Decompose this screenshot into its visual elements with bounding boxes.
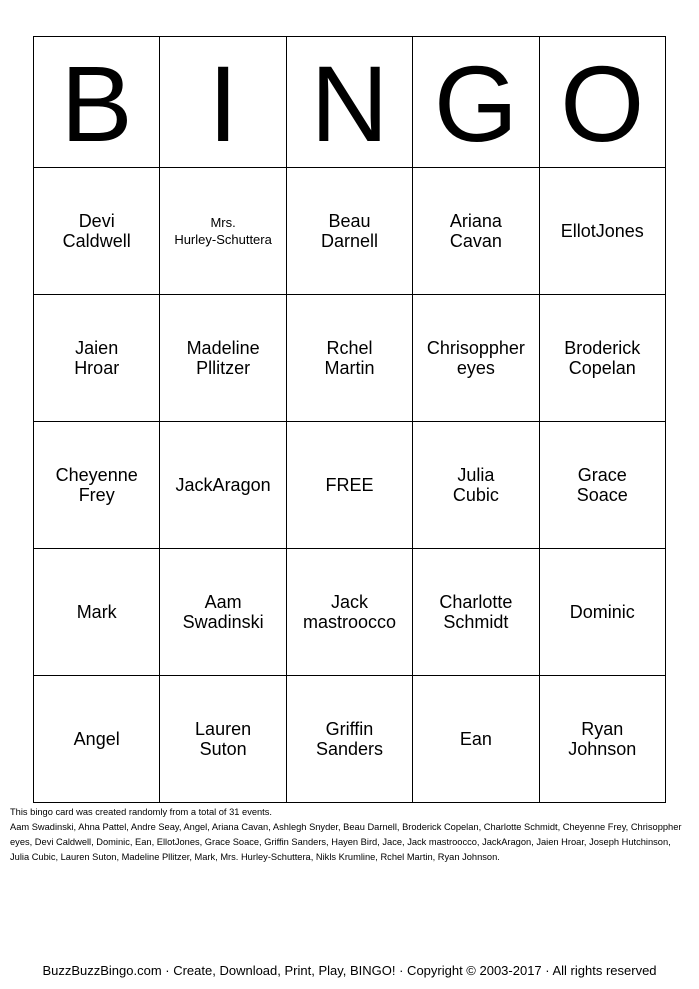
card-event-list: Aam Swadinski, Ahna Pattel, Andre Seay, Angel, Ariana Cavan, Ashlegh Snyder, Beau Darnell, Broderick Copelan, Charlotte Schmidt, Cheyenne Frey, Chrisoppher eyes, Devi Caldwell, Dominic, Ean, EllotJones, Grace Soace, Griffin Sanders, Hayen Bird, Jace, Jack mastroocco, JackAragon, Jaien Hroar, Joseph Hutchinson, Julia Cubic, Lauren Suton, Madeline Pllitzer, Mark, Mrs. Hurley-Schuttera, Nikls Krumline, Rchel Martin, Ryan Johnson. — [10, 822, 682, 862]
bingo-cell: Jaien Hroar — [34, 295, 160, 422]
bingo-cell: Lauren Suton — [160, 676, 286, 803]
bingo-card — [33, 36, 666, 803]
bingo-header-letter: O — [539, 37, 665, 168]
bingo-header-letter: G — [413, 37, 539, 168]
bingo-cell: Chrisoppher eyes — [413, 295, 539, 422]
bingo-cell: EllotJones — [539, 168, 665, 295]
bingo-cell: Mark — [34, 549, 160, 676]
bingo-cell: Charlotte Schmidt — [413, 549, 539, 676]
bingo-row — [34, 422, 666, 549]
site-footer: BuzzBuzzBingo.com · Create, Download, Print, Play, BINGO! · Copyright © 2003-2017 · All rights reserved — [42, 963, 657, 978]
bingo-cell: Angel — [34, 676, 160, 803]
bingo-cell: Broderick Copelan — [539, 295, 665, 422]
bingo-cell: Mrs. Hurley-Schuttera — [160, 168, 286, 295]
bingo-row — [34, 549, 666, 676]
bingo-cell: Jack mastroocco — [286, 549, 412, 676]
bingo-cell: JackAragon — [160, 422, 286, 549]
card-event-list-note — [10, 805, 690, 865]
bingo-cell: Rchel Martin — [286, 295, 412, 422]
bingo-cell: Ariana Cavan — [413, 168, 539, 295]
bingo-cell: Ryan Johnson — [539, 676, 665, 803]
bingo-cell: Madeline Pllitzer — [160, 295, 286, 422]
bingo-cell: Cheyenne Frey — [34, 422, 160, 549]
bingo-header-letter: N — [286, 37, 412, 168]
bingo-cell: Grace Soace — [539, 422, 665, 549]
bingo-header-letter: B — [34, 37, 160, 168]
bingo-cell: Beau Darnell — [286, 168, 412, 295]
free-space-cell: FREE — [286, 422, 412, 549]
bingo-cell: Aam Swadinski — [160, 549, 286, 676]
bingo-cell: Julia Cubic — [413, 422, 539, 549]
bingo-cell: Ean — [413, 676, 539, 803]
bingo-header-row — [34, 37, 666, 168]
bingo-row — [34, 295, 666, 422]
bingo-cell: Devi Caldwell — [34, 168, 160, 295]
card-intro-text: This bingo card was created randomly from a total of 31 events. — [10, 807, 272, 817]
bingo-cell: Dominic — [539, 549, 665, 676]
bingo-row — [34, 168, 666, 295]
bingo-row — [34, 676, 666, 803]
bingo-cell: Griffin Sanders — [286, 676, 412, 803]
bingo-header-letter: I — [160, 37, 286, 168]
